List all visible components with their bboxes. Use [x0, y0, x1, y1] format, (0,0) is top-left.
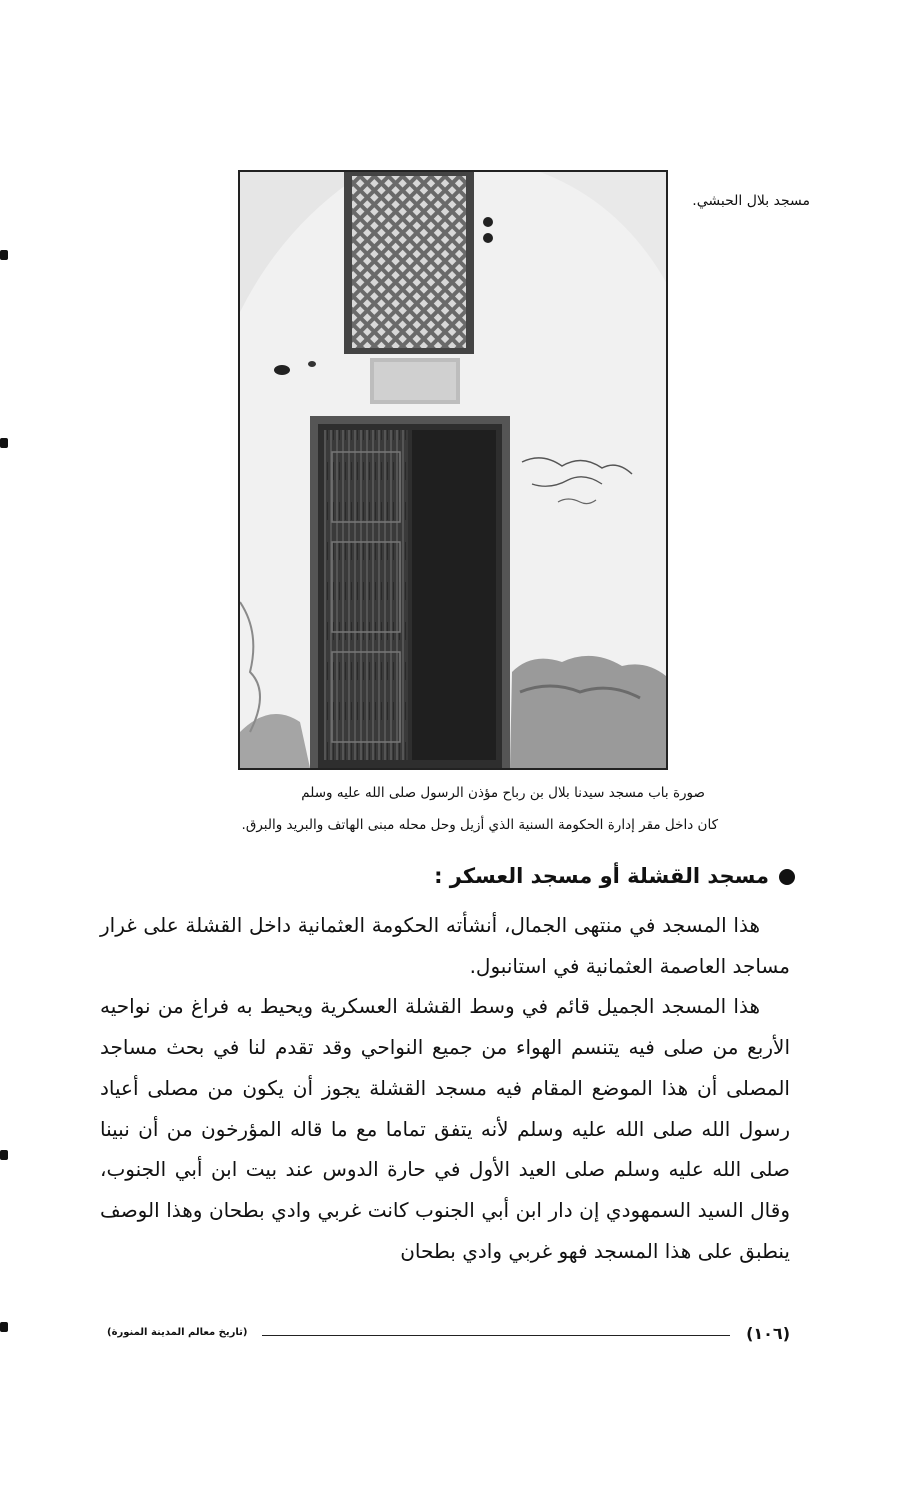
page-number: (١٠٦): [746, 1324, 790, 1343]
figure-caption-line-2: كان داخل مقر إدارة الحكومة السنية الذي أزيل وحل محله مبنى الهاتف والبريد والبرق.: [241, 817, 718, 833]
section-heading: [434, 864, 795, 888]
footer-rule: [262, 1335, 730, 1336]
paragraph-1-text: هذا المسجد في منتهى الجمال، أنشأته الحكومة العثمانية داخل القشلة على غرار مساجد العاصمة العثمانية في استانبول.: [100, 913, 790, 978]
scan-edge-mark: [0, 1150, 8, 1160]
mosque-door-photo: [238, 170, 668, 770]
page-footer: [107, 1324, 790, 1346]
running-title: (تاريخ معالم المدينة المنورة): [107, 1327, 248, 1338]
figure-caption-line-1: صورة باب مسجد سيدنا بلال بن رباح مؤذن الرسول صلى الله عليه وسلم: [301, 785, 705, 801]
bullet-icon: [779, 869, 795, 885]
scan-edge-mark: [0, 438, 8, 448]
figure-side-caption: مسجد بلال الحبشي.: [692, 193, 810, 209]
scan-edge-mark: [0, 250, 8, 260]
paragraph: [100, 986, 790, 1271]
paragraph: [100, 905, 790, 986]
paragraph-2-text: هذا المسجد الجميل قائم في وسط القشلة العسكرية ويحيط به فراغ من نواحيه الأربع من صلى فيه يتنسم الهواء من جميع النواحي وقد تقدم لنا في بحث مساجد المصلى أن هذا الموضع المقام فيه مسجد القشلة يجوز أن يكون من مصلى أعياد رسول الله صلى الله عليه وسلم لأنه يتفق تماما مع ما قاله المؤرخون من أن نبينا صلى الله عليه وسلم صلى العيد الأول في حارة الدوس عند بيت ابن أبي الجنوب، وقال السيد السمهودي إن دار ابن أبي الجنوب كانت غربي وادي بطحان وهذا الوصف ينطبق على هذا المسجد فهو غربي وادي بطحان: [100, 994, 790, 1263]
section-heading-text: مسجد القشلة أو مسجد العسكر :: [434, 864, 769, 888]
body-text: [100, 905, 790, 1271]
scan-edge-mark: [0, 1322, 8, 1332]
mosque-door-image: [240, 172, 666, 768]
